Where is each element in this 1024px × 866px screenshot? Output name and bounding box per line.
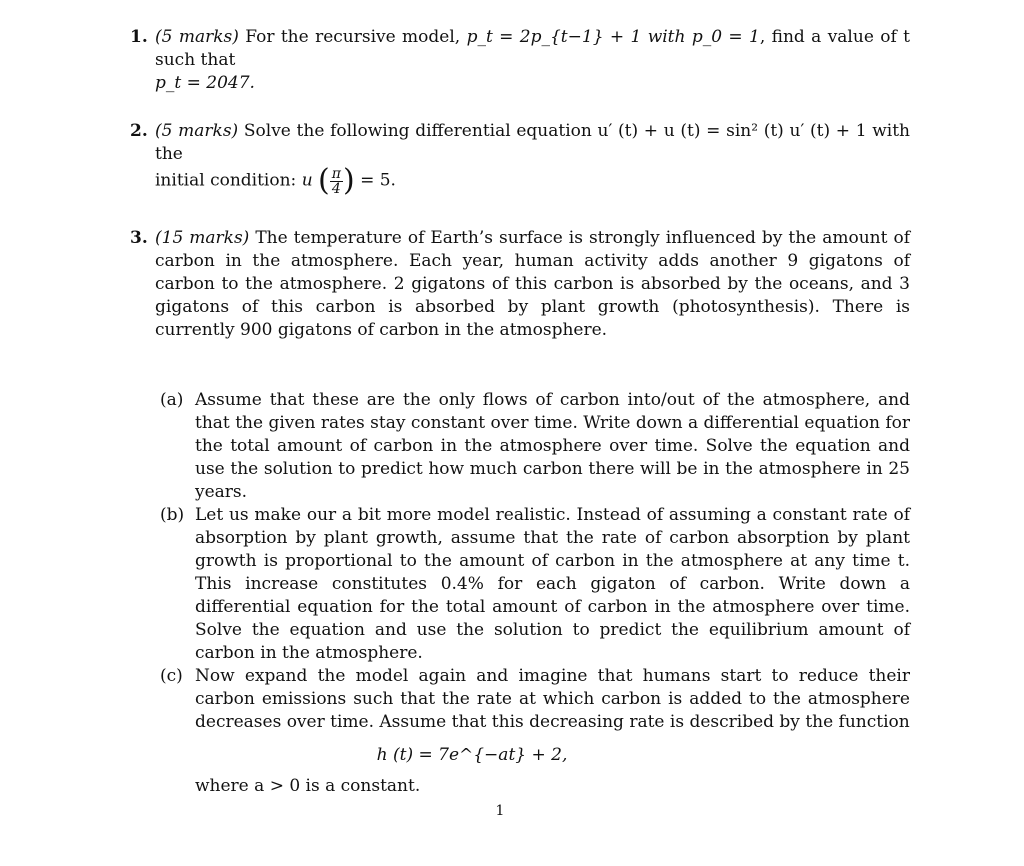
question-text: For the recursive model,: [238, 27, 467, 47]
part-label: (a): [160, 390, 184, 410]
marks-label: (15 marks): [155, 228, 250, 248]
part-text: Now expand the model again and imagine that humans start to reduce their carbon emissions such that the rate at which carbon is added to the atmosphere decreases over time. Assume that this decreasing rate is described by the function: [195, 666, 910, 732]
question-number: 2.: [130, 121, 148, 141]
part-label: (c): [160, 666, 183, 686]
question-3c-after: [160, 775, 910, 798]
part-text: where a > 0 is a constant.: [195, 776, 421, 796]
question-number: 1.: [130, 27, 148, 47]
question-3: [130, 227, 910, 342]
question-3a: [160, 389, 910, 504]
fraction-numerator: π: [331, 165, 341, 182]
math-expression: p_t = 2p_{t−1} + 1 with p_0 = 1: [466, 27, 760, 47]
question-3b: [160, 504, 910, 665]
fraction-denominator: 4: [331, 180, 341, 197]
page-number: 1: [495, 803, 505, 819]
question-text: initial condition:: [155, 170, 302, 191]
marks-label: (5 marks): [155, 27, 239, 47]
question-text: The temperature of Earth’s surface is strongly influenced by the amount of carbon in the atmosphere. Each year, human activity adds another 9 gigatons of carbon to the atmosphere. 2 gigatons of this carbon is absorbed by the oceans, and 3 gigatons of this carbon is absorbed by plant growth (photosynthesis). There is currently 900 gigatons of carbon in the atmosphere.: [155, 228, 910, 340]
question-2: 2. (5 marks) Solve the following differential equation u′ (t) + u (t) = sin² (t) u′ (t) + 1 with the initial condition: u ( $\frac{\pi}{4}$ ) = 5.: [130, 121, 910, 198]
fraction: [330, 167, 343, 196]
question-text: Solve the following differential equation u′ (t) + u (t) = sin² (t) u′ (t) + 1 with the: [155, 121, 910, 164]
question-1: [130, 26, 910, 95]
question-text: = 5.: [354, 170, 396, 191]
question-text: , find a value of t such that: [155, 27, 910, 70]
part-text: Let us make our a bit more model realistic. Instead of assuming a constant rate of absorption by plant growth, assume that the rate of carbon absorption by plant growth is proportional to the amount of carbon in the atmosphere at any time t. This increase constitutes 0.4% for each gigaton of carbon. Write down a differential equation for the total amount of carbon in the atmosphere over time. Solve the equation and use the solution to predict the equilibrium amount of carbon in the atmosphere.: [195, 505, 910, 663]
math-expression: p_t = 2047.: [155, 73, 255, 93]
question-3c: [160, 665, 910, 734]
equation-h: h (t) = 7e^{−at} + 2,: [376, 745, 568, 765]
part-label: (b): [160, 505, 185, 525]
question-number: 3.: [130, 228, 148, 248]
part-text: Assume that these are the only flows of carbon into/out of the atmosphere, and that the given rates stay constant over time. Write down a differential equation for the total amount of carbon in the atmosphere over time. Solve the equation and use the solution to predict how much carbon there will be in the atmosphere in 25 years.: [195, 390, 910, 502]
marks-label: (5 marks): [155, 121, 239, 141]
